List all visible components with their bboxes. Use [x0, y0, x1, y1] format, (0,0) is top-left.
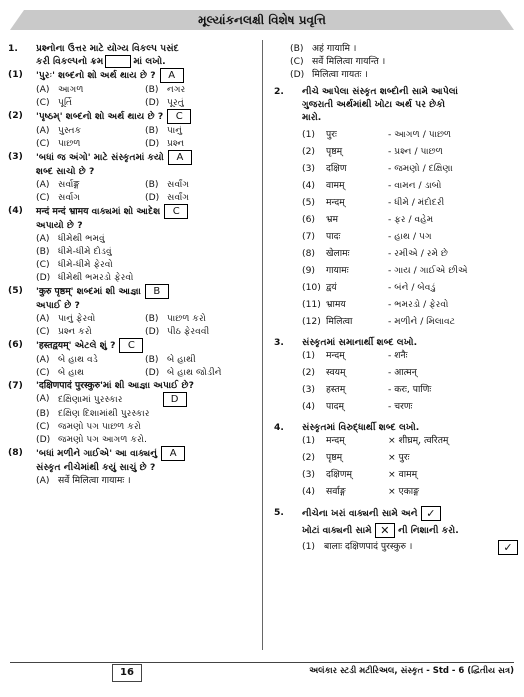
question-text: ની નિશાની કરો.	[398, 525, 459, 536]
question-number: (7)	[8, 380, 23, 391]
item-meaning: - રમીએ / રમે છે	[388, 248, 448, 259]
list-item	[302, 315, 518, 328]
option-label: (A)	[36, 475, 50, 486]
option-label: (B)	[145, 84, 159, 95]
option-text: જમણો પગ પાછળ કરો	[58, 421, 141, 432]
option-text: દક્ષિણ દિશામાંથી પુરસ્કાર	[58, 408, 150, 419]
option-label: (C)	[36, 259, 50, 270]
option-text: બે હાથી	[167, 354, 196, 365]
question-text: 'બધાં મળીને ગાઈએ' આ વાક્યનું	[36, 448, 158, 459]
page-number: 16	[112, 664, 142, 682]
list-item	[302, 400, 518, 413]
option-text: सर्वे मिलित्वा गायामः ।	[58, 475, 131, 486]
item-number: (3)	[302, 384, 316, 395]
option-label: (B)	[145, 354, 159, 365]
options	[8, 312, 254, 338]
question-number: (2)	[8, 110, 23, 121]
mcq-5	[8, 284, 254, 312]
option-label: (D)	[145, 192, 160, 203]
item-meaning: - વામન / ડાબો	[388, 180, 442, 191]
options	[8, 124, 254, 150]
question-text: 'हस्तद्वयम्' એટલે શું ?	[36, 340, 116, 351]
item-word: हस्तम्	[326, 384, 346, 395]
item-number: (10)	[302, 282, 321, 293]
mcq-2	[8, 109, 254, 124]
item-word: भ्रामय	[326, 299, 346, 310]
list-item	[302, 281, 518, 294]
option-text: પીઠ ફેરવવી	[167, 326, 210, 337]
question-5	[274, 506, 518, 538]
list-item	[302, 213, 518, 226]
right-column	[274, 42, 518, 555]
option-label: (D)	[145, 326, 160, 337]
question-text: ખોટાં વાક્યની સામે	[302, 525, 372, 536]
question-1	[8, 42, 254, 68]
item-number: (3)	[302, 163, 316, 174]
list-item	[302, 383, 518, 396]
option-text: બે હાથ	[58, 367, 85, 378]
item-number: (1)	[302, 435, 316, 446]
option-text: સર્વાङ्ग	[58, 179, 80, 190]
item-word: पादम्	[326, 401, 344, 412]
item-word: स्वयम्	[326, 367, 346, 378]
footer-text: અલંકાર સ્ટડી મટીરિઅલ, સંસ્કૃત - Std - 6 (દ્વિતીય સત્ર)	[309, 666, 514, 676]
option-label: (D)	[145, 367, 160, 378]
column-divider	[262, 40, 263, 650]
list-item	[302, 468, 518, 481]
tick-icon: ✓	[421, 506, 441, 521]
item-number: (2)	[302, 367, 316, 378]
question-text: નીચે આપેલા સંસ્કૃત શબ્દોની સામે આપેલાં	[302, 86, 458, 97]
answer-box: C	[167, 109, 191, 124]
item-word: दक्षिण	[326, 163, 347, 174]
question-number: (5)	[8, 285, 23, 296]
options	[8, 474, 254, 487]
item-meaning: - करः, पाणिः	[388, 384, 432, 395]
page-header	[10, 10, 514, 30]
option-label: (D)	[36, 434, 51, 445]
question-number: (1)	[8, 69, 23, 80]
options	[8, 83, 254, 109]
item-meaning: - પ્રશ્ન / પાછળ	[388, 146, 443, 157]
item-meaning: - ગાય / ગાઈએ છીએ	[388, 265, 468, 276]
blank-box	[105, 55, 131, 68]
item-meaning: - આગળ / પાછળ	[388, 129, 452, 140]
item-word: सर्वाङ्ग	[326, 486, 346, 497]
option-text: ધીમેથી ભમરડો ફેરવો	[58, 272, 134, 283]
tick-icon: ✓	[498, 540, 518, 555]
item-number: (1)	[302, 350, 316, 361]
option-label: (B)	[36, 408, 50, 419]
list-item	[302, 128, 518, 141]
item-word: मन्दम्	[326, 435, 345, 446]
list-item	[302, 485, 518, 498]
item-number: (1)	[302, 541, 316, 552]
item-number: (9)	[302, 265, 316, 276]
option-label: (B)	[145, 179, 159, 190]
question-text: માં લખો.	[133, 56, 166, 67]
answer-box: C	[164, 204, 188, 219]
item-word: पादः	[326, 231, 341, 242]
item-word: मन्दम्	[326, 350, 345, 361]
question-4	[274, 421, 518, 434]
question-number: 5.	[274, 507, 284, 518]
option-label: (A)	[36, 393, 50, 404]
item-meaning: × शीघ्रम्, त्वरितम्	[388, 435, 449, 446]
option-label: (A)	[36, 233, 50, 244]
question-text: 'कुरु पृष्ठम्' શબ્દમાં શી આજ્ઞા	[36, 286, 141, 297]
question-text: 'પૃષ્ઠમ્' શબ્દનો શો અર્થ થાય છે ?	[36, 111, 164, 122]
page-title: મૂલ્યાંકનલક્ષી વિશેષ પ્રવૃત્તિ	[198, 13, 326, 27]
question-number: (8)	[8, 447, 23, 458]
option-text: પાનું ફેરવો	[58, 313, 96, 324]
option-text: સર્વાગ	[58, 192, 81, 203]
mcq-3	[8, 150, 254, 178]
option-label: (B)	[36, 246, 50, 257]
option-label: (D)	[290, 69, 305, 80]
item-word: द्वयं	[326, 282, 337, 293]
option-label: (C)	[36, 97, 50, 108]
item-meaning: × पुरः	[388, 452, 410, 463]
item-meaning: - ધીમે / મંદોદરી	[388, 197, 445, 208]
item-number: (3)	[302, 469, 316, 480]
option-text: પૂર્તિ	[58, 97, 73, 108]
question-number: 2.	[274, 86, 284, 97]
option-text: ધીમે-ધીમે દોડવું	[58, 246, 112, 257]
option-label: (D)	[145, 138, 160, 149]
option-text: પ્રશ્ન	[167, 138, 185, 149]
options	[8, 178, 254, 204]
item-meaning: - મળીને / મિલાવટ	[388, 316, 456, 327]
answer-box: B	[145, 284, 169, 299]
option-text: પુસ્તક	[58, 125, 82, 136]
option-text: નગર	[167, 84, 186, 95]
list-item	[302, 162, 518, 175]
answer-box: A	[160, 68, 184, 83]
item-word: खेलामः	[326, 248, 350, 259]
question-text: કરી વિકલ્પનો ક્રમ	[36, 56, 104, 67]
option-text	[58, 392, 254, 407]
option-text: अहं गायामि ।	[312, 43, 357, 54]
question-number: 1.	[8, 43, 18, 54]
list-item	[302, 434, 518, 447]
option-label: (D)	[145, 97, 160, 108]
tf-item	[274, 540, 518, 555]
option-text: सर्वे मिलित्वा गायन्ति ।	[312, 56, 386, 67]
option-label: (B)	[290, 43, 304, 54]
options	[8, 392, 254, 446]
option-text: मिलित्वा गायतः ।	[312, 69, 368, 80]
options	[8, 232, 254, 284]
option-label: (C)	[36, 367, 50, 378]
item-number: (7)	[302, 231, 316, 242]
option-text: પાછળ	[58, 138, 81, 149]
item-meaning: - आत्मन्	[388, 367, 417, 378]
question-text: સંસ્કૃત નીચેમાંથી કયું સાચું છે ?	[36, 462, 156, 473]
item-number: (1)	[302, 129, 316, 140]
item-meaning: × एकाङ्ग	[388, 486, 419, 497]
left-column	[8, 42, 254, 487]
mcq-8	[8, 446, 254, 474]
item-meaning: - ભમરડો / ફેરવો	[388, 299, 449, 310]
item-number: (5)	[302, 197, 316, 208]
option-text: બે હાથ જોડીને	[167, 367, 222, 378]
item-number: (4)	[302, 180, 316, 191]
item-number: (11)	[302, 299, 321, 310]
item-meaning: - शनैः	[388, 350, 408, 361]
item-meaning: × वामम्	[388, 469, 418, 480]
question-number: (3)	[8, 151, 23, 162]
cross-icon: ✕	[375, 523, 395, 538]
item-number: (6)	[302, 214, 316, 225]
question-text: અપાઈ છે ?	[36, 300, 80, 311]
question-text: મારો.	[302, 112, 322, 123]
answer-box: D	[163, 392, 187, 407]
item-word: दक्षिणम्	[326, 469, 352, 480]
option-label: (A)	[36, 125, 50, 136]
item-meaning: - બંને / બેવડું	[388, 282, 436, 293]
question-text: 'બધાં જ અંગો' માટે સંસ્કૃતમાં કયો	[36, 152, 164, 163]
footer-line	[10, 662, 514, 663]
option-text: ધીમેથી ભમવું	[58, 233, 105, 244]
match-list	[274, 128, 518, 328]
item-word: पृष्ठम्	[326, 146, 343, 157]
list-item	[302, 349, 518, 362]
item-word: वामम्	[326, 180, 345, 191]
option-text: પાનું	[167, 125, 183, 136]
option-label: (D)	[36, 272, 51, 283]
question-number: 4.	[274, 422, 284, 433]
option-label: (A)	[36, 84, 50, 95]
item-number: (12)	[302, 316, 321, 327]
item-meaning: - હાથ / પગ	[388, 231, 432, 242]
question-text: સંસ્કૃતમાં વિરુદ્ધાર્થી શબ્દ લખો.	[302, 422, 420, 433]
item-word: पृष्ठम्	[326, 452, 343, 463]
antonym-list	[274, 434, 518, 498]
list-item	[302, 298, 518, 311]
question-text: અપાયો છે ?	[36, 220, 83, 231]
option-label: (A)	[36, 179, 50, 190]
question-text: સંસ્કૃતમાં સમાનાર્થી શબ્દ લખો.	[302, 337, 418, 348]
item-meaning: - ફર / વહેમ	[388, 214, 434, 225]
option-text: બે હાથ વડે	[58, 354, 98, 365]
mcq-4	[8, 204, 254, 232]
item-number: (2)	[302, 146, 316, 157]
item-word: भ्रम	[326, 214, 338, 225]
option-label: (B)	[145, 125, 159, 136]
options	[274, 42, 518, 81]
answer-box: A	[168, 150, 192, 165]
question-text: શબ્દ સાચો છે ?	[36, 166, 95, 177]
option-text: ધીમે-ધીમે ફેરવો	[58, 259, 113, 270]
question-text: मन्दं मन्दं भ्रामय વાક્યમાં શો આદેશ	[36, 206, 161, 217]
option-text: દક્ષિણામાં પુરસ્કાર	[58, 394, 123, 405]
question-text: નીચેના ખરાં વાક્યની સામે	[302, 508, 398, 519]
question-3	[274, 336, 518, 349]
list-item	[302, 247, 518, 260]
item-text: बालाः दक्षिणपादं पुरस्कुरु ।	[324, 541, 413, 552]
option-text: પ્રશ્ન કરો	[58, 326, 92, 337]
mcq-6	[8, 338, 254, 353]
question-2	[274, 85, 518, 124]
item-word: मिलित्वा	[326, 316, 353, 327]
item-number: (8)	[302, 248, 316, 259]
item-word: मन्दम्	[326, 197, 345, 208]
option-label: (C)	[36, 192, 50, 203]
option-label: (B)	[145, 313, 159, 324]
option-text: સર્વાંગ	[167, 179, 190, 190]
answer-box: A	[161, 446, 185, 461]
item-meaning: - चरणः	[388, 401, 413, 412]
option-text: જમણો પગ આગળ કરો.	[58, 434, 147, 445]
list-item	[302, 145, 518, 158]
item-word: गायामः	[326, 265, 349, 276]
option-text: આગળ	[58, 84, 84, 95]
question-text: પ્રશ્નોના ઉત્તર માટે યોગ્ય વિકલ્પ પસંદ	[36, 43, 179, 54]
option-text: પૂરતું	[167, 97, 184, 108]
option-label: (A)	[36, 313, 50, 324]
option-text: સર્વાંગ	[167, 192, 190, 203]
item-number: (4)	[302, 401, 316, 412]
question-text: 'પુરઃ' શબ્દનો શો અર્થ થાય છે ?	[36, 70, 156, 81]
option-label: (C)	[36, 138, 50, 149]
options	[8, 353, 254, 379]
option-label: (A)	[36, 354, 50, 365]
item-meaning: - જમણો / દક્ષિણા	[388, 163, 453, 174]
option-label: (C)	[36, 326, 50, 337]
question-number: (4)	[8, 205, 23, 216]
question-number: 3.	[274, 337, 284, 348]
option-text: પાછળ કરો	[167, 313, 206, 324]
item-number: (2)	[302, 452, 316, 463]
option-label: (C)	[290, 56, 304, 67]
question-number: (6)	[8, 339, 23, 350]
list-item	[302, 179, 518, 192]
option-label: (C)	[36, 421, 50, 432]
answer-box: C	[119, 338, 143, 353]
list-item	[302, 366, 518, 379]
list-item	[302, 264, 518, 277]
synonym-list	[274, 349, 518, 413]
list-item	[302, 230, 518, 243]
item-number: (4)	[302, 486, 316, 497]
question-text: અને	[401, 508, 418, 519]
item-word: पुरः	[326, 129, 337, 140]
list-item	[302, 196, 518, 209]
mcq-7	[8, 379, 254, 392]
question-text: ગુજરાતી અર્થમાંથી ખોટા અર્થ પર છેકો	[302, 99, 446, 110]
list-item	[302, 451, 518, 464]
mcq-1	[8, 68, 254, 83]
question-text: 'दक्षिणपादं पुरस्कुरु'માં શી આજ્ઞા અપાઈ છે?	[36, 380, 194, 391]
